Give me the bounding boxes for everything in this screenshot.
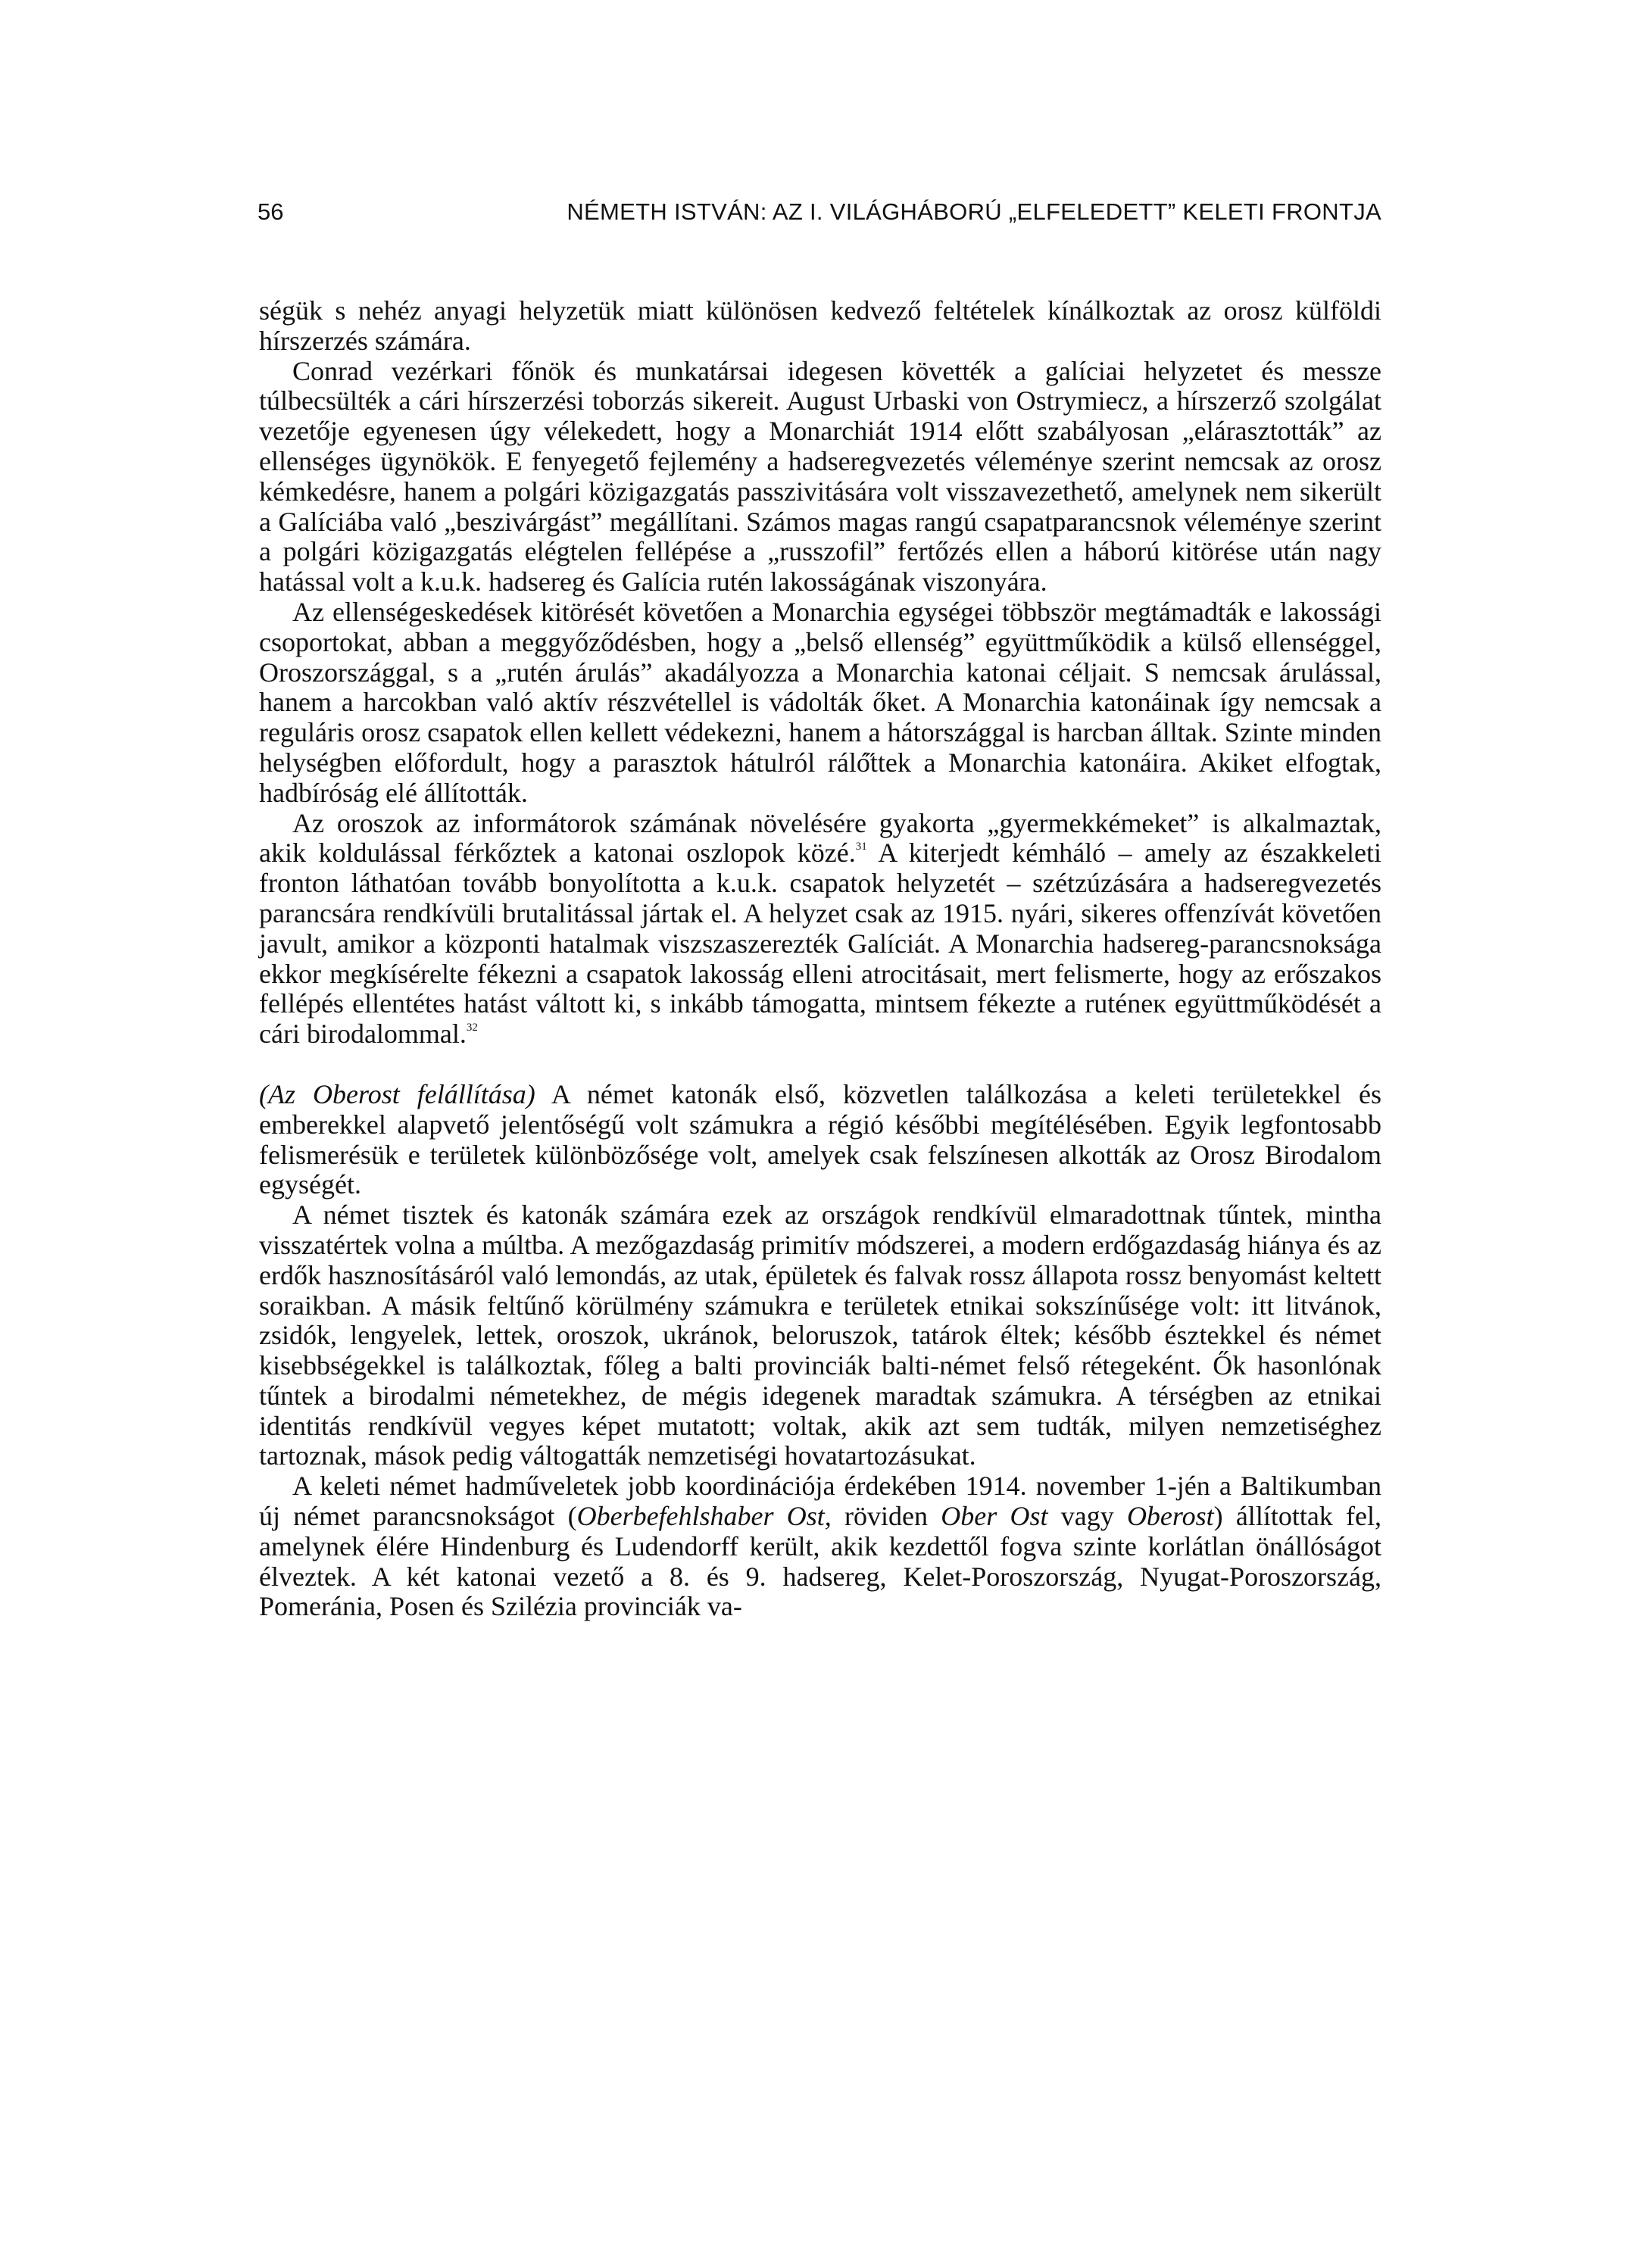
paragraph-7-text-d: ) állítottak fel, amelynek élére Hindenburg és Ludendorff került, akik kezdettől fogva szinte korlátlan önállóságot élveztek. A két katonai vezető a 8. és 9. hadsereg, Kelet-Poroszország, Nyugat-Poroszország, Pomeránia, Posen és Szilézia provinciák va- [259,1501,1382,1622]
paragraph-7 [259,1471,1381,1622]
paragraph-3 [259,597,1381,809]
paragraph-4-text-cont: A kiterjedt kémháló – amely az északkeleti fronton láthatóan tovább bonyolította a k.u.k. csapatok helyzetét – szétzúzására a hadseregvezetés parancsára rendkívüli brutalitással jártak el. A helyzet csak az 1915. nyári, sikeres offenzívát követően javult, amikor a központi hatalmak viszszaszerezték Galíciát. A Monarchia hadsereg-parancsnoksága ekkor megkísérelte fékezni a csapatok lakosság elleni atrocitásait, mert felismerte, hogy az erőszakos fellépés ellentétes hatást váltott ki, s inkább támogatta, mintsem fékezte a ruténeк együttműködését a cári birodalommal. [259,838,1381,1050]
running-title: NÉMETH ISTVÁN: AZ I. VILÁGHÁBORÚ „ELFELEDETT” KELETI FRONTJA [567,198,1381,225]
paragraph-5 [259,1080,1381,1200]
paragraph-7-text-a: A keleti német hadműveletek jobb koordinációja érdekében 1914. november 1-jén a Baltikumban új német parancsnokságot ( [259,1471,1381,1532]
paragraph-7-text-b: röviden [831,1501,941,1532]
paragraph-6 [259,1200,1381,1471]
paragraph-5-text: A német katonák első, közvetlen találkozása a keleti területekkel és emberekkel alapvető jelentőségű volt számukra a régió későbbi megítélésében. Egyik legfontosabb felismerésük e területek különbözősége volt, amelyek csak felszínesen alkották az Orosz Birodalom egységét. [259,1078,1382,1200]
section-heading: (Az Oberost felállítása) [259,1078,535,1109]
paragraph-2 [259,357,1381,597]
page-number: 56 [258,198,284,225]
paragraph-7-italic-c: Oberost [1126,1501,1214,1532]
paragraph-4 [259,809,1381,1050]
paragraph-7-italic-b: Ober Ost [941,1501,1048,1532]
paragraph-3-text: Az ellenségeskedések kitörését követően a Monarchia egységei többször megtámadták e lakossági csoportokat, abban a meggyőződésben, hogy a „belső ellenség” együttműködik a külső ellenséggel, Oroszországgal, s a „rutén árulás” akadályozza a Monarchia katonai céljait. S nemcsak árulással, hanem a harcokban való aktív részvétellel is vádolták őket. A Monarchia katonáinak így nemcsak a reguláris orosz csapatok ellen kellett védekezni, hanem a hátországgal is harcban álltak. Szinte minden helységben előfordult, hogy a parasztok hátulról ráló̋ttek a Monarchia katonáira. Akiket elfogtak, hadbíróság elé állították. [259,596,1381,808]
body-text [259,296,1381,1622]
footnote-ref-31: 31 [855,841,867,853]
paragraph-6-text: A német tisztek és katonák számára ezek az országok rendkívül elmaradottnak tűntek, mintha visszatértek volna a múltba. A mezőgazdaság primitív módszerei, a modern erdőgazdaság hiánya és az erdők hasznosításáról való lemondás, az utak, épületek és falvak rossz állapota rossz benyomást keltett soraikban. A másik feltűnő körülmény számukra e területek etnikai sokszínűsége volt: itt litvánok, zsidók, lengyelek, lettek, oroszok, ukránok, beloruszok, tatárok éltek; később észtekkel és német kisebbségekkel is találkoztak, főleg a balti provinciák balti-német felső rétegeként. Ők hasonlónak tűntek a birodalmi németekhez, de mégis idegenek maradtak számukra. A térségben az etnikai identitás rendkívül vegyes képet mutatott; voltak, akik azt sem tudták, milyen nemzetiséghez tartoznak, mások pedig váltogatták nemzetiségi hovatartozásukat. [259,1200,1381,1471]
paragraph-4-text: Az oroszok az informátorok számának növelésére gyakorta „gyermekkémeket” is alkalmaztak, akik koldulással férkőztek a katonai oszlopok közé. [259,807,1381,869]
paragraph-1 [259,296,1381,357]
paragraph-2-text: Conrad vezérkari főnök és munkatársai idegesen követték a galíciai helyzetet és messze túlbecsülték a cári hírszerzési toborzás sikereit. August Urbaski von Ostrymiecz, a hírszerző szolgálat vezetője egyenesen úgy vélekedett, hogy a Monarchiát 1914 előtt szabályosan „elárasztották” az ellenséges ügynökök. E fenyegető fejlemény a hadseregvezetés véleménye szerint nemcsak az orosz kémkedésre, hanem a polgári közigazgatás passzivitására volt visszavezethető, amelynek nem sikerült a Galíciába való „beszivárgást” megállítani. Számos magas rangú csapatparancsnok véleménye szerint a polgári közigazgatás elégtelen fellépése a „russzofil” fertőzés ellen a háború kitörése után nagy hatással volt a k.u.k. hadsereg és Galícia rutén lakosságának viszonyára. [259,355,1381,597]
paragraph-7-text-c: vagy [1047,1501,1127,1532]
paragraph-7-italic-a: Oberbefehlshaber Ost, [576,1501,832,1532]
running-header [258,198,1381,236]
footnote-ref-32: 32 [466,1022,478,1034]
paragraph-1-text: ségük s nehéz anyagi helyzetük miatt különösen kedvező feltételek kínálkoztak az orosz külföldi hírszerzés számára. [259,295,1381,356]
